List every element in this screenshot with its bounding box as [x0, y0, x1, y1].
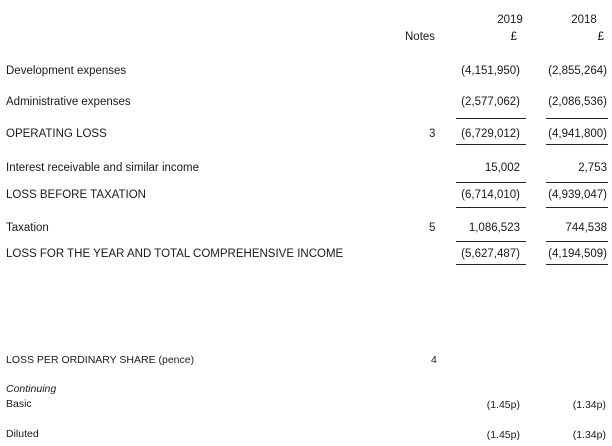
- row-label: Interest receivable and similar income: [6, 162, 200, 174]
- notes-header: Notes: [405, 31, 436, 43]
- row-label: LOSS BEFORE TAXATION: [6, 189, 146, 201]
- row-note: 3: [429, 128, 436, 140]
- eps-basic-prior: (1.34p): [572, 399, 606, 411]
- total-rule-current: [456, 264, 526, 265]
- row-value-prior: (4,941,800): [548, 128, 607, 140]
- subtotal-rule-prior: [546, 182, 608, 183]
- row-value-prior: (2,086,536): [548, 96, 607, 108]
- row-value-prior: (4,194,509): [548, 248, 607, 260]
- subtotal-rule-prior: [546, 207, 608, 208]
- total-rule-prior: [546, 264, 608, 265]
- row-label: Taxation: [6, 222, 49, 234]
- row-value-prior: (4,939,047): [548, 189, 607, 201]
- subtotal-rule-current: [456, 118, 526, 119]
- eps-diluted-current: (1.45p): [486, 429, 520, 441]
- row-label: OPERATING LOSS: [6, 128, 107, 140]
- row-value-prior: (2,855,264): [548, 65, 607, 77]
- row-label: LOSS FOR THE YEAR AND TOTAL COMPREHENSIVE INCOME: [6, 248, 344, 260]
- row-value-current: (6,729,012): [461, 128, 520, 140]
- subtotal-rule-current: [456, 144, 526, 145]
- year-current-header: 2019: [497, 14, 523, 26]
- row-value-current: (5,627,487): [461, 248, 520, 260]
- subtotal-rule-current: [456, 207, 526, 208]
- row-value-current: (4,151,950): [461, 65, 520, 77]
- row-value-prior: 744,538: [565, 222, 607, 234]
- row-value-prior: 2,753: [578, 162, 607, 174]
- eps-diluted-label: Diluted: [6, 428, 39, 440]
- row-label: Development expenses: [6, 65, 127, 77]
- eps-continuing-label: Continuing: [6, 383, 57, 395]
- row-label: Administrative expenses: [6, 96, 131, 108]
- subtotal-rule-prior: [546, 144, 608, 145]
- subtotal-rule-prior: [546, 118, 608, 119]
- row-note: 5: [429, 222, 436, 234]
- eps-title: LOSS PER ORDINARY SHARE (pence): [6, 354, 195, 366]
- row-value-current: (2,577,062): [461, 96, 520, 108]
- currency-prior-header: £: [597, 31, 604, 43]
- row-value-current: 1,086,523: [468, 222, 520, 234]
- eps-diluted-prior: (1.34p): [572, 429, 606, 441]
- subtotal-rule-prior: [546, 241, 608, 242]
- currency-current-header: £: [510, 31, 517, 43]
- year-prior-header: 2018: [571, 14, 597, 26]
- row-value-current: (6,714,010): [461, 189, 520, 201]
- subtotal-rule-current: [456, 182, 526, 183]
- subtotal-rule-current: [456, 241, 526, 242]
- eps-basic-current: (1.45p): [486, 399, 520, 411]
- eps-basic-label: Basic: [6, 398, 32, 410]
- eps-note: 4: [431, 354, 437, 366]
- row-value-current: 15,002: [484, 162, 520, 174]
